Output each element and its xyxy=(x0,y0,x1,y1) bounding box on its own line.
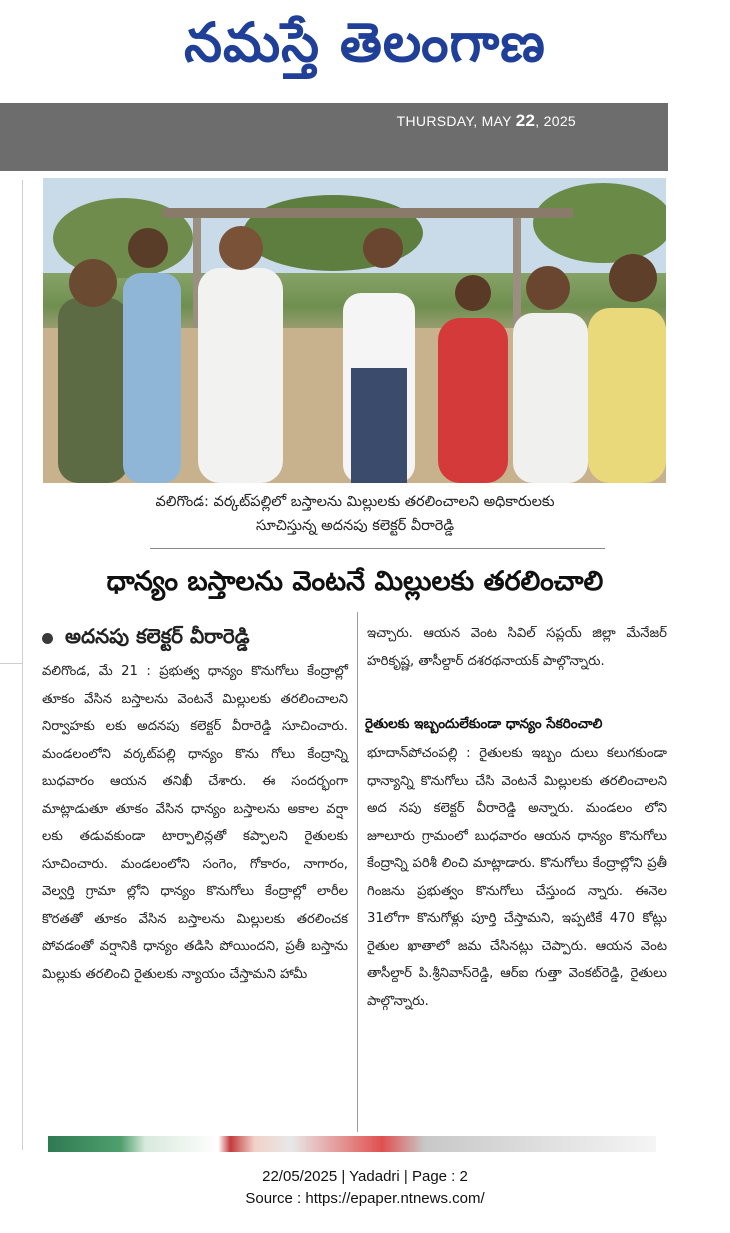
date-day: 22 xyxy=(515,111,536,130)
footer-edition: 22/05/2025 | Yadadri | Page : 2 xyxy=(262,1168,468,1185)
footer-source: Source : https://epaper.ntnews.com/ xyxy=(245,1190,485,1207)
article-subhead: రైతులకు ఇబ్బందులేకుండా ధాన్యం సేకరించాలి xyxy=(365,715,603,732)
caption-divider xyxy=(150,548,605,549)
photo-caption xyxy=(60,490,650,538)
photo-illustration xyxy=(43,178,666,483)
article-headline: ధాన్యం బస్తాలను వెంటనే మిల్లులకు తరలించాలి xyxy=(106,566,604,597)
masthead xyxy=(0,0,730,100)
column-2-top-text: ఇచ్చారు. ఆయన వెంట సివిల్ సప్లయ్ జిల్లా మేనేజర్ హరికృష్ణ, తాసీల్దార్ దశరథనాయక్ పాల్గొన్నారు. xyxy=(367,626,667,669)
column-2-bottom-text: భూదాన్‌పోచంపల్లి : రైతులకు ఇబ్బం దులు కలుగకుండా ధాన్యాన్ని కొనుగోలు చేసి వెంటనే మిల్లులకు తరలించాలని అద నపు కలెక్టర్ వీరారెడ్డి అన్నారు. మండలం లోని జూలూరు గ్రామంలో బుధవారం ఆయన ధాన్యం కొనుగోలు కేంద్రాన్ని పరిశీ లించి మాట్లాడారు. కొనుగోలు కేంద్రాల్లోని ప్రతీ గింజను ప్రభుత్వం కొనుగోలు చేస్తుంద న్నారు. ఈనెల 31లోగా కొనుగోళ్లు పూర్తి చేస్తామని, ఇప్పటికే 470 కోట్లు రైతుల ఖాతాలో జమ చేసినట్లు చెప్పారు. ఆయన వెంట తాసీల్దార్ పి.శ్రీనివాస్‌రెడ్డి, ఆర్ఐ గుత్తా వెంకట్‌రెడ్డి, రైతులు పాల్గొన్నారు. xyxy=(367,746,667,1009)
next-article-strip xyxy=(48,1136,656,1152)
left-margin-rule xyxy=(22,180,23,1150)
article-byline xyxy=(42,622,352,654)
byline-text: అదనపు కలెక్టర్ వీరారెడ్డి xyxy=(65,623,250,648)
caption-line-2: సూచిస్తున్న అదనపు కలెక్టర్ వీరారెడ్డి xyxy=(255,518,455,534)
caption-line-1: వలిగొండ: వర్కట్‌పల్లిలో బస్తాలను మిల్లులకు తరలించాలని అధికారులకు xyxy=(155,494,555,510)
article-column-2-top xyxy=(367,620,667,675)
news-photo xyxy=(43,178,666,483)
issue-date xyxy=(397,111,576,131)
column-1-text: వలిగొండ, మే 21 : ప్రభుత్వ ధాన్యం కొనుగోలు కేంద్రాల్లో తూకం వేసిన బస్తాలను వెంటనే మిల్లులకు తరలించాలని నిర్వాహకు లకు అదనపు కలెక్టర్ వీరారెడ్డి సూచించారు. మండలంలోని వర్కట్‌పల్లి ధాన్యం కొను గోలు కేంద్రాన్ని బుధవారం ఆయన తనిఖీ చేశారు. ఈ సందర్భంగా మాట్లాడుతూ తూకం వేసిన ధాన్యం బస్తాలను అకాల వర్షా లకు తడువకుండా టార్పాలిన్లతో కప్పాలని రైతులకు సూచించారు. మండలంలోని సంగెం, గోకారం, నాగారం, వెల్వర్తి గ్రామా ల్లోని ధాన్యం కొనుగోలు కేంద్రాల్లో లారీల కొరతతో తూకం వేసిన బస్తాలను మిల్లులకు తరలించక పోవడంతో వర్షానికి ధాన్యం తడిసి పోయిందని, ప్రతీ బస్తాను మిల్లుకు తరలించి రైతులకు న్యాయం చేస్తామని హామీ xyxy=(42,664,348,982)
newspaper-logo: నమస్తే తెలంగాణ xyxy=(184,11,546,74)
article-column-2-bottom xyxy=(367,740,667,1015)
page-footer xyxy=(0,1166,730,1210)
date-band xyxy=(0,103,668,171)
article-column-1 xyxy=(42,658,348,988)
date-year: , 2025 xyxy=(535,113,576,129)
left-margin-tick xyxy=(0,663,22,664)
column-divider xyxy=(357,612,358,1132)
date-prefix: THURSDAY, MAY xyxy=(396,113,512,129)
bullet-icon xyxy=(42,633,53,644)
